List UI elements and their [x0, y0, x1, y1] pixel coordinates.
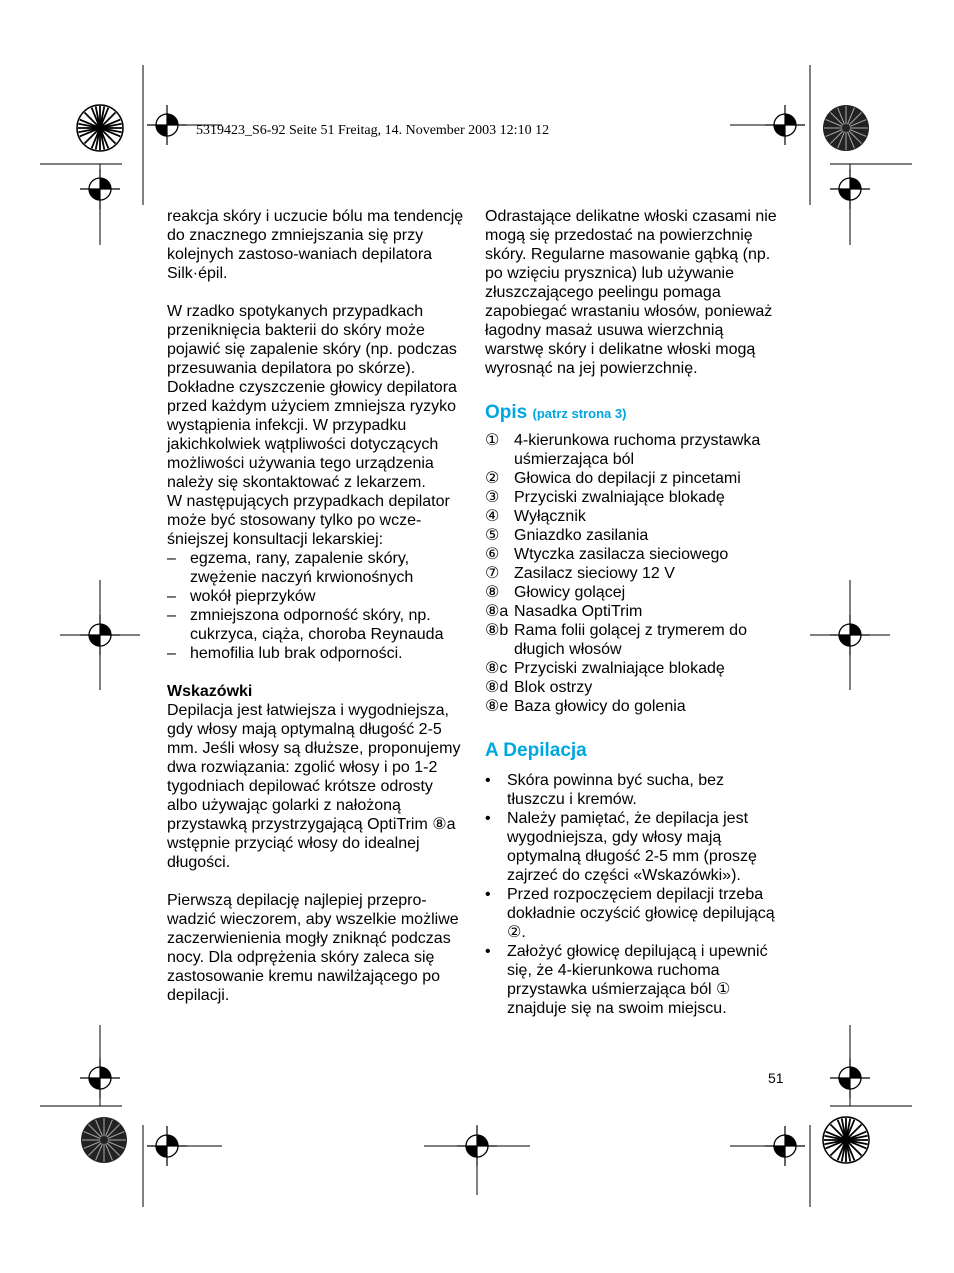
list-item-text: wokół pieprzyków — [190, 588, 316, 605]
part-item — [485, 431, 785, 469]
dash-marker: – — [167, 645, 176, 662]
part-text: Przyciski zwalniające blokadę — [514, 660, 725, 677]
part-number: ⑧b — [485, 622, 509, 639]
list-item-text: Skóra powinna być sucha, bez tłuszczu i kremów. — [507, 772, 725, 808]
part-text: 4-kierunkowa ruchoma przystawka uśmierzająca ból — [514, 432, 761, 468]
part-item — [485, 697, 785, 716]
part-number: ⑧d — [485, 679, 509, 696]
opis-heading — [485, 402, 785, 425]
list-item-text: Należy pamiętać, że depilacja jest wygodniejsza, gdy włosy mają optymalną długość 2-5 mm (proszę zajrzeć do części «Wskazówki»). — [507, 810, 757, 884]
list-item-text: zmniejszona odporność skóry, np. cukrzyca, ciąża, choroba Reynauda — [190, 607, 444, 643]
skin-reaction-paragraph: reakcja skóry i uczucie bólu ma tendencję do znacznego zmniejszania się przy kolejnych zastoso-waniach depilatora Silk·épil. — [167, 208, 464, 282]
dash-marker: – — [167, 588, 176, 605]
part-text: Wtyczka zasilacza sieciowego — [514, 546, 729, 563]
part-number: ③ — [485, 489, 500, 506]
parts-list — [485, 431, 785, 716]
list-item — [485, 771, 785, 809]
list-item-text: Przed rozpoczęciem depilacji trzeba dokładnie oczyścić głowicę depilującą ②. — [507, 886, 775, 941]
print-header: 5319423_S6-92 Seite 51 Freitag, 14. November 2003 12:10 12 — [196, 123, 550, 138]
part-item — [485, 659, 785, 678]
depilation-heading: A Depilacja — [485, 740, 587, 761]
part-text: Baza głowicy do golenia — [514, 698, 686, 715]
list-item — [167, 606, 467, 644]
part-number: ⑦ — [485, 565, 500, 582]
bullet-marker: • — [485, 886, 491, 903]
list-item — [485, 942, 785, 1018]
list-item-text: egzema, rany, zapalenie skóry, zwężenie naczyń krwionośnych — [190, 550, 414, 586]
part-text: Rama folii golącej z trymerem do długich włosów — [514, 622, 747, 658]
bullet-marker: • — [485, 943, 491, 960]
part-number: ② — [485, 470, 500, 487]
page-number: 51 — [768, 1070, 784, 1086]
condition-list — [167, 549, 467, 663]
part-text: Blok ostrzy — [514, 679, 593, 696]
dash-marker: – — [167, 550, 176, 567]
bullet-marker: • — [485, 810, 491, 827]
part-text: Nasadka OptiTrim — [514, 603, 643, 620]
list-item — [167, 587, 467, 606]
list-item — [167, 549, 467, 587]
left-column — [167, 207, 467, 1005]
part-number: ⑧ — [485, 584, 500, 601]
part-number: ⑧a — [485, 603, 509, 620]
tips-heading: Wskazówki — [167, 683, 253, 700]
part-number: ⑥ — [485, 546, 500, 563]
list-item — [167, 644, 467, 663]
list-item — [485, 885, 785, 942]
inflammation-paragraph: W rzadko spotykanych przypadkach przeniknięcia bakterii do skóry może pojawić się zapalenie skóry (np. podczas przesuwania depilatora po skórze). Dokładne czyszczenie głowicy depilatora przed każdym użyciem zmniejsza ryzyko wystąpienia infekcji. W przypadku jakichkolwiek wątpliwości dotyczących możliwości używania tego urządzenia należy się skontaktować z lekarzem. — [167, 303, 457, 491]
part-item — [485, 488, 785, 507]
part-number: ④ — [485, 508, 500, 525]
list-item-text: hemofilia lub brak odporności. — [190, 645, 403, 662]
first-depilation-paragraph: Pierwszą depilację najlepiej przepro-wadzić wieczorem, aby wszelkie możliwe zaczerwienienia mogły zniknąć podczas nocy. Dla odprężenia skóry zaleca się zastosowanie kremu nawilżającego po depilacji. — [167, 892, 459, 1004]
part-item — [485, 602, 785, 621]
part-item — [485, 507, 785, 526]
part-item — [485, 564, 785, 583]
list-item — [485, 809, 785, 885]
part-item — [485, 621, 785, 659]
list-item-text: Założyć głowicę depilującą i upewnić się, że 4-kierunkowa ruchoma przystawka uśmierzająca ból ① znajduje się na swoim miejscu. — [507, 943, 768, 1017]
part-number: ① — [485, 432, 500, 449]
bullet-marker: • — [485, 772, 491, 789]
consultation-paragraph: W następujących przypadkach depilator może być stosowany tylko po wcze-śniejszej konsultacji lekarskiej: — [167, 493, 450, 548]
tips-paragraph: Depilacja jest łatwiejsza i wygodniejsza, gdy włosy mają optymalną długość 2-5 mm. Jeśli włosy są dłuższe, proponujemy dwa rozwiązania: zgolić włosy i po 1-2 tygodniach depilować krótsze odrosty albo używając golarki z nałożoną przystawką przystrzygającą OptiTrim ⑧a wstępnie przyciąć włosy do idealnej długości. — [167, 702, 461, 871]
part-text: Zasilacz sieciowy 12 V — [514, 565, 675, 582]
part-item — [485, 469, 785, 488]
dash-marker: – — [167, 607, 176, 624]
part-text: Głowicy golącej — [514, 584, 626, 601]
right-column — [485, 207, 785, 1018]
part-number: ⑧c — [485, 660, 508, 677]
part-item — [485, 526, 785, 545]
opis-title: Opis — [485, 402, 528, 423]
part-text: Gniazdko zasilania — [514, 527, 649, 544]
opis-page-reference: (patrz strona 3) — [532, 406, 627, 421]
part-item — [485, 678, 785, 697]
part-number: ⑤ — [485, 527, 500, 544]
part-number: ⑧e — [485, 698, 509, 715]
part-item — [485, 583, 785, 602]
part-text: Głowica do depilacji z pincetami — [514, 470, 741, 487]
part-text: Wyłącznik — [514, 508, 586, 525]
part-text: Przyciski zwalniające blokadę — [514, 489, 725, 506]
ingrown-hair-paragraph: Odrastające delikatne włoski czasami nie mogą się przedostać na powierzchnię skóry. Regularne masowanie gąbką (np. po wzięciu prysznica) lub używanie złuszczającego peelingu pomaga zapobiegać wrastaniu włosów, ponieważ łagodny masaż usuwa wierzchnią warstwę skóry i delikatne włoski mogą wyrosnąć na jej powierzchnię. — [485, 208, 777, 377]
part-item — [485, 545, 785, 564]
depilation-bullet-list — [485, 771, 785, 1018]
